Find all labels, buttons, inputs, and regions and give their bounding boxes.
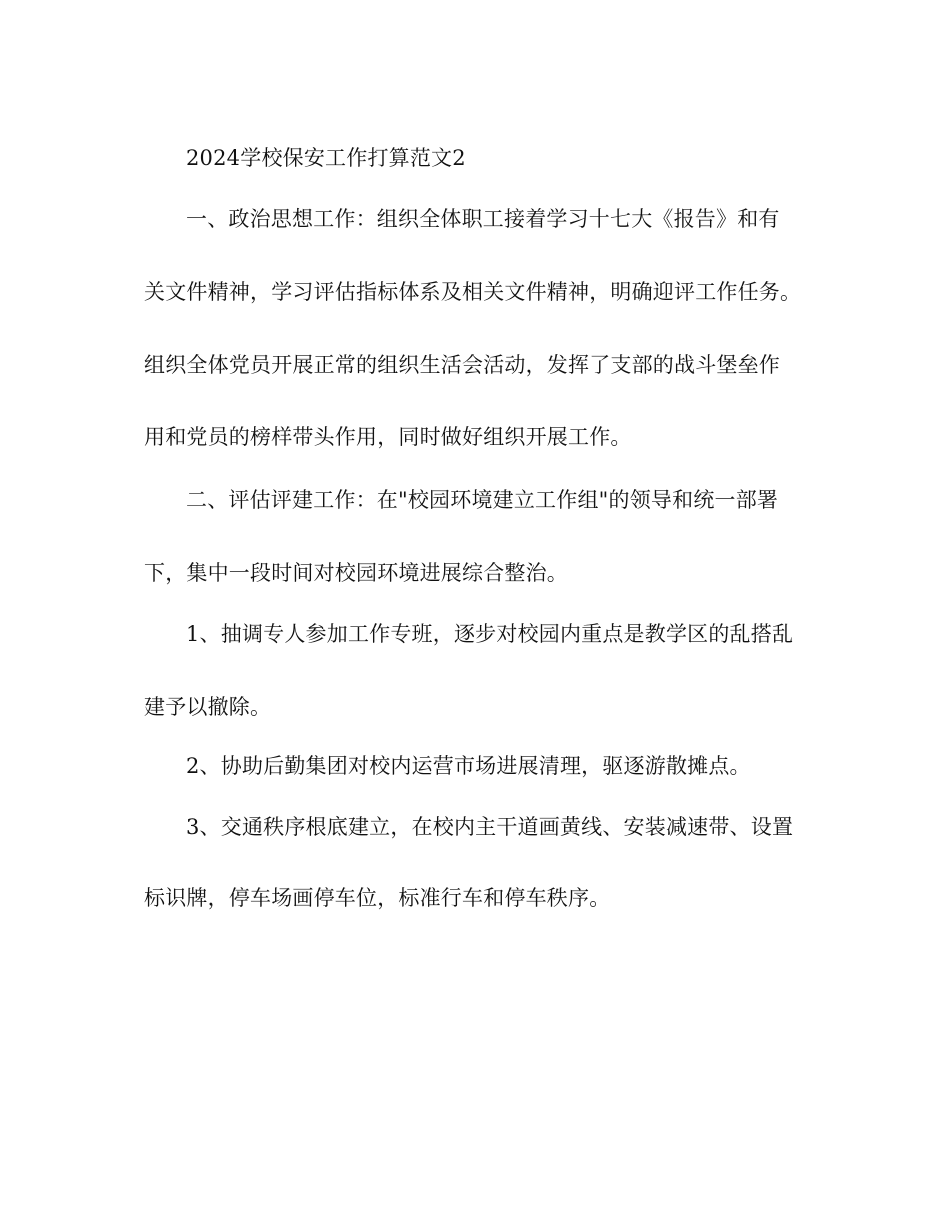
paragraph-line: 建予以撤除。 <box>144 695 272 719</box>
paragraph-line: 组织全体党员开展正常的组织生活会活动，发挥了支部的战斗堡垒作 <box>144 353 780 377</box>
paragraph-line: 3、交通秩序根底建立，在校内主干道画黄线、安装减速带、设置 <box>186 815 794 839</box>
paragraph-line: 2、协助后勤集团对校内运营市场进展清理，驱逐游散摊点。 <box>186 754 751 778</box>
paragraph-line: 一、政治思想工作：组织全体职工接着学习十七大《报告》和有 <box>186 207 780 231</box>
paragraph-line: 二、评估评建工作：在"校园环境建立工作组"的领导和统一部署 <box>186 488 779 512</box>
paragraph-line: 1、抽调专人参加工作专班，逐步对校园内重点是教学区的乱搭乱 <box>186 622 794 646</box>
paragraph-line: 用和党员的榜样带头作用，同时做好组织开展工作。 <box>144 425 632 449</box>
document-title: 2024学校保安工作打算范文2 <box>186 146 466 170</box>
paragraph-line: 下，集中一段时间对校园环境进展综合整治。 <box>144 561 568 585</box>
paragraph-line: 关文件精神，学习评估指标体系及相关文件精神，明确迎评工作任务。 <box>144 280 802 304</box>
paragraph-line: 标识牌，停车场画停车位，标准行车和停车秩序。 <box>144 886 611 910</box>
